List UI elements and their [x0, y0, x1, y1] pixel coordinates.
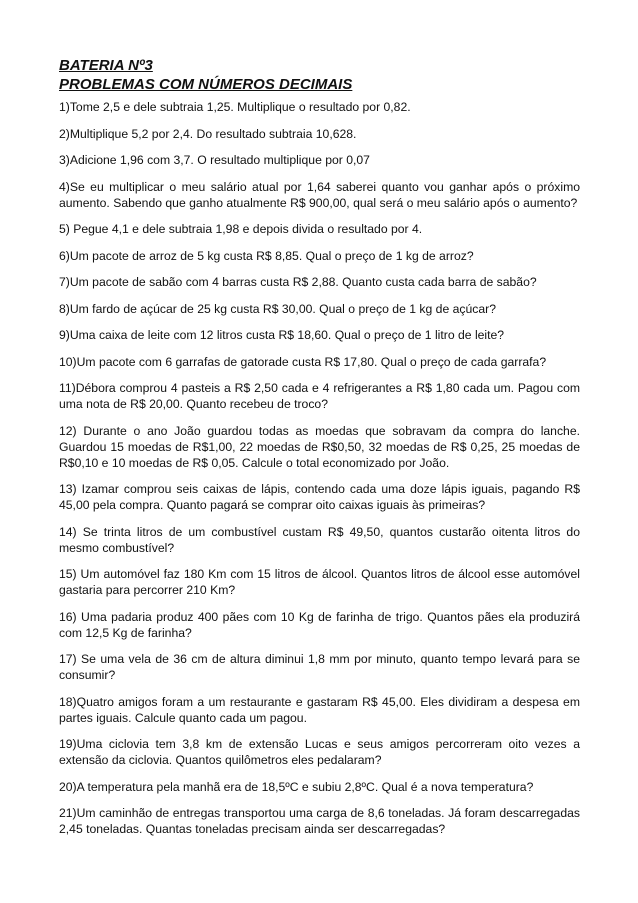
problem-16: 16) Uma padaria produz 400 pães com 10 Kg de farinha de trigo. Quantos pães ela produzirá com 12,5 Kg de farinha? [59, 609, 580, 640]
problem-2: 2)Multiplique 5,2 por 2,4. Do resultado subtraia 10,628. [59, 126, 357, 141]
problem-13: 13) Izamar comprou seis caixas de lápis, contendo cada uma doze lápis iguais, pagando R$ 45,00 pela compra. Quanto pagará se comprar oito caixas iguais às primeiras? [59, 482, 580, 512]
problem-9: 9)Uma caixa de leite com 12 litros custa R$ 18,60. Qual o preço de 1 litro de leite? [59, 328, 505, 342]
problem-12: 12) Durante o ano João guardou todas as moedas que sobravam da compra do lanche. Guardou 15 moedas de R$1,00, 22 moedas de R$0,50, 32 moedas de R$ 0,25, 25 moedas de R$0,10 e 10 moedas de R$ 0,05. Calcule o total economizado por João. [59, 423, 580, 470]
problem-15: 15) Um automóvel faz 180 Km com 15 litros de álcool. Quantos litros de álcool esse automóvel gastaria para percorrer 210 Km? [59, 567, 580, 597]
worksheet-page [59, 56, 580, 848]
title-line-1: BATERIA Nº3 [59, 57, 153, 74]
problem-14: 14) Se trinta litros de um combustível custam R$ 49,50, quantos custarão oitenta litros do mesmo combustível? [59, 524, 580, 555]
problem-5: 5) Pegue 4,1 e dele subtraia 1,98 e depois divida o resultado por 4. [59, 222, 423, 236]
problem-19: 19)Uma ciclovia tem 3,8 km de extensão Lucas e seus amigos percorreram oito vezes a extensão da ciclovia. Quantos quilômetros eles pedalaram? [59, 737, 580, 767]
problem-3: 3)Adicione 1,96 com 3,7. O resultado multiplique por 0,07 [59, 153, 370, 167]
problem-10: 10)Um pacote com 6 garrafas de gatorade custa R$ 17,80. Qual o preço de cada garrafa? [59, 354, 547, 369]
problem-6: 6)Um pacote de arroz de 5 kg custa R$ 8,85. Qual o preço de 1 kg de arroz? [59, 248, 474, 263]
problem-20: 20)A temperatura pela manhã era de 18,5ºC e subiu 2,8ºC. Qual é a nova temperatura? [59, 779, 534, 794]
problem-8: 8)Um fardo de açúcar de 25 kg custa R$ 30,00. Qual o preço de 1 kg de açúcar? [59, 301, 496, 316]
problem-7: 7)Um pacote de sabão com 4 barras custa R$ 2,88. Quanto custa cada barra de sabão? [59, 275, 537, 289]
problem-list [59, 99, 580, 837]
problem-4: 4)Se eu multiplicar o meu salário atual por 1,64 saberei quanto vou ganhar após o próximo aumento. Sabendo que ganho atualmente R$ 900,00, qual será o meu salário após o aumento? [59, 179, 580, 210]
problem-17: 17) Se uma vela de 36 cm de altura diminui 1,8 mm por minuto, quanto tempo levará para se consumir? [59, 652, 580, 682]
problem-11: 11)Débora comprou 4 pasteis a R$ 2,50 cada e 4 refrigerantes a R$ 1,80 cada um. Pagou com uma nota de R$ 20,00. Quanto recebeu de troco? [59, 381, 580, 411]
title-line-2: PROBLEMAS COM NÚMEROS DECIMAIS [59, 76, 353, 93]
problem-1: 1)Tome 2,5 e dele subtraia 1,25. Multiplique o resultado por 0,82. [59, 100, 411, 114]
worksheet-title [59, 56, 580, 94]
problem-18: 18)Quatro amigos foram a um restaurante e gastaram R$ 45,00. Eles dividiram a despesa em partes iguais. Calcule quanto cada um pagou. [59, 694, 580, 725]
problem-21: 21)Um caminhão de entregas transportou uma carga de 8,6 toneladas. Já foram descarregadas 2,45 toneladas. Quantas toneladas precisam ainda ser descarregadas? [59, 806, 580, 836]
